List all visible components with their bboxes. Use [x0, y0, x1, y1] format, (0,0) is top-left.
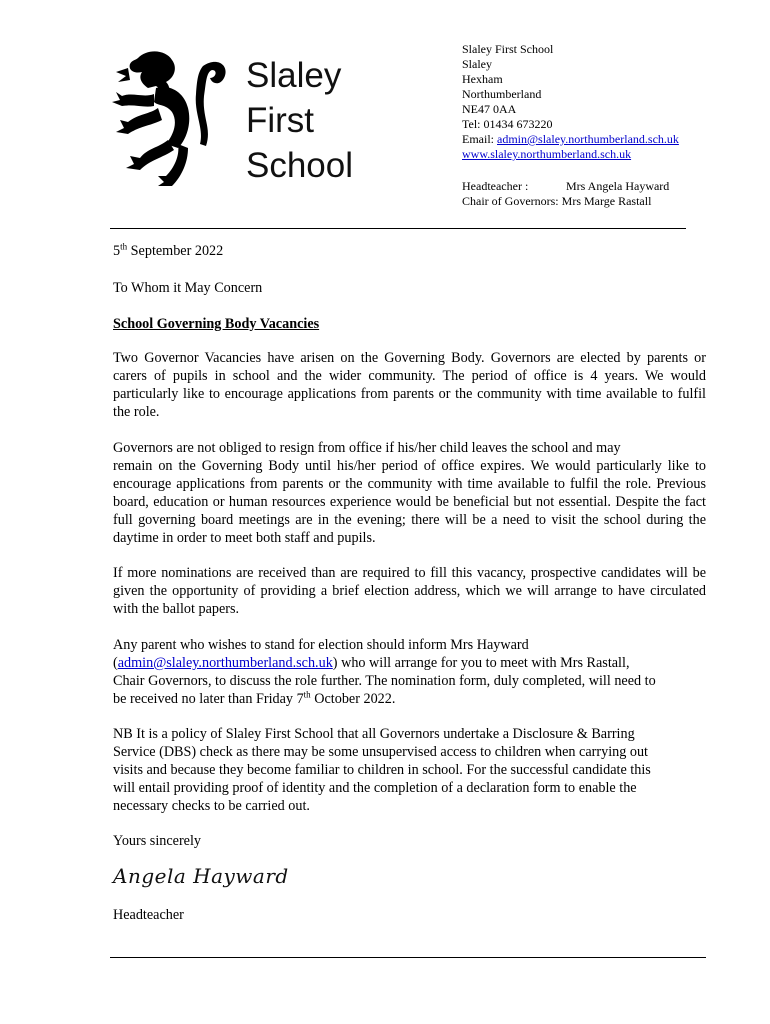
headteacher-line [462, 179, 669, 194]
paragraph-election-line-2-rest: ) who will arrange for you to meet with Mrs Rastall, [332, 655, 630, 671]
website-line [462, 147, 762, 162]
school-name-heading [246, 53, 436, 188]
address-line-6: Tel: 01434 673220 [462, 117, 553, 131]
deadline-suffix: th [303, 689, 311, 700]
footer-divider [110, 957, 706, 958]
signatory-role: Headteacher [113, 907, 184, 923]
school-name-line-2: First [246, 101, 315, 140]
chair-label: Chair of Governors: [462, 194, 559, 208]
email-link[interactable]: admin@slaley.northumberland.sch.uk [497, 132, 679, 146]
paragraph-dbs [113, 725, 706, 815]
chair-line [462, 194, 669, 209]
paragraph-obligations-rest: remain on the Governing Body until his/her period of office expires. We would particularly like to encourage applications from parents or the community with time available to fulfil the role. Previous board, education or human resources experience would be beneficial but not essential. Despite the fact full governing board meetings are in the evening; there will be a need to visit the school during the daytime in order to meet both staff and pupils. [113, 458, 706, 546]
paragraph-dbs-line-4: will entail providing proof of identity and the completion of a declaration form to enable the [113, 780, 637, 796]
staff-block [462, 179, 669, 209]
paragraph-election-line-2 [113, 654, 706, 672]
address-line-5: NE47 0AA [462, 102, 517, 116]
letter-date [113, 242, 706, 260]
paragraph-election-line-3: Chair Governors, to discuss the role further. The nomination form, duly completed, will need to [113, 673, 656, 689]
address-line-4: Northumberland [462, 87, 542, 101]
paragraph-obligations-line-1: Governors are not obliged to resign from office if his/her child leaves the school and may [113, 440, 621, 456]
handwritten-signature: Angela Hayward [113, 864, 289, 888]
address-line-1: Slaley First School [462, 42, 554, 56]
letter-closing: Yours sincerely [113, 833, 202, 849]
header-divider [110, 228, 686, 229]
email-line [462, 132, 762, 147]
address-line-2: Slaley [462, 57, 492, 71]
paragraph-dbs-line-2: Service (DBS) check as there may be some unsupervised access to children when carrying out [113, 744, 649, 760]
school-name-line-1: Slaley [246, 56, 342, 95]
letter-greeting: To Whom it May Concern [113, 280, 263, 296]
deadline-text-a: be received no later than Friday 7 [113, 691, 304, 707]
chair-name: Mrs Marge Rastall [561, 194, 652, 208]
school-address-block [462, 42, 762, 162]
date-rest: September 2022 [127, 243, 224, 259]
website-link[interactable]: www.slaley.northumberland.sch.uk [462, 147, 632, 161]
email-label: Email: [462, 132, 497, 146]
lion-rampant-logo [108, 48, 233, 188]
headteacher-name: Mrs Angela Hayward [566, 179, 670, 193]
paragraph-dbs-line-1: NB It is a policy of Slaley First School that all Governors undertake a Disclosure & Barring [113, 726, 635, 742]
paragraph-vacancies: Two Governor Vacancies have arisen on the Governing Body. Governors are elected by parents or carers of pupils in school and the wider community. The period of office is 4 years. We would particularly like to encourage applications from parents or the community with time available to fulfil the role. [113, 350, 706, 420]
headteacher-label: Headteacher : [462, 179, 529, 193]
paren-open: ( [113, 655, 118, 671]
paragraph-nominations: If more nominations are received than are required to fill this vacancy, prospective candidates will be given the opportunity of providing a brief election address, which we will arrange to have circulated with the ballot papers. [113, 565, 706, 617]
paragraph-election-line-4 [113, 690, 706, 708]
date-suffix: th [120, 241, 128, 252]
contact-email-link[interactable]: admin@slaley.northumberland.sch.uk [117, 655, 333, 671]
paragraph-election [113, 636, 706, 708]
school-name-line-3: School [246, 146, 354, 185]
paragraph-obligations [113, 439, 706, 547]
date-day: 5 [113, 243, 121, 259]
deadline-text-b: October 2022. [310, 691, 396, 707]
paragraph-dbs-line-3: visits and because they become familiar to children in school. For the successful candidate this [113, 762, 651, 778]
paragraph-election-line-1: Any parent who wishes to stand for election should inform Mrs Hayward [113, 637, 529, 653]
paragraph-dbs-line-5: necessary checks to be carried out. [113, 798, 310, 814]
address-line-3: Hexham [462, 72, 503, 86]
letter-heading: School Governing Body Vacancies [113, 316, 320, 332]
